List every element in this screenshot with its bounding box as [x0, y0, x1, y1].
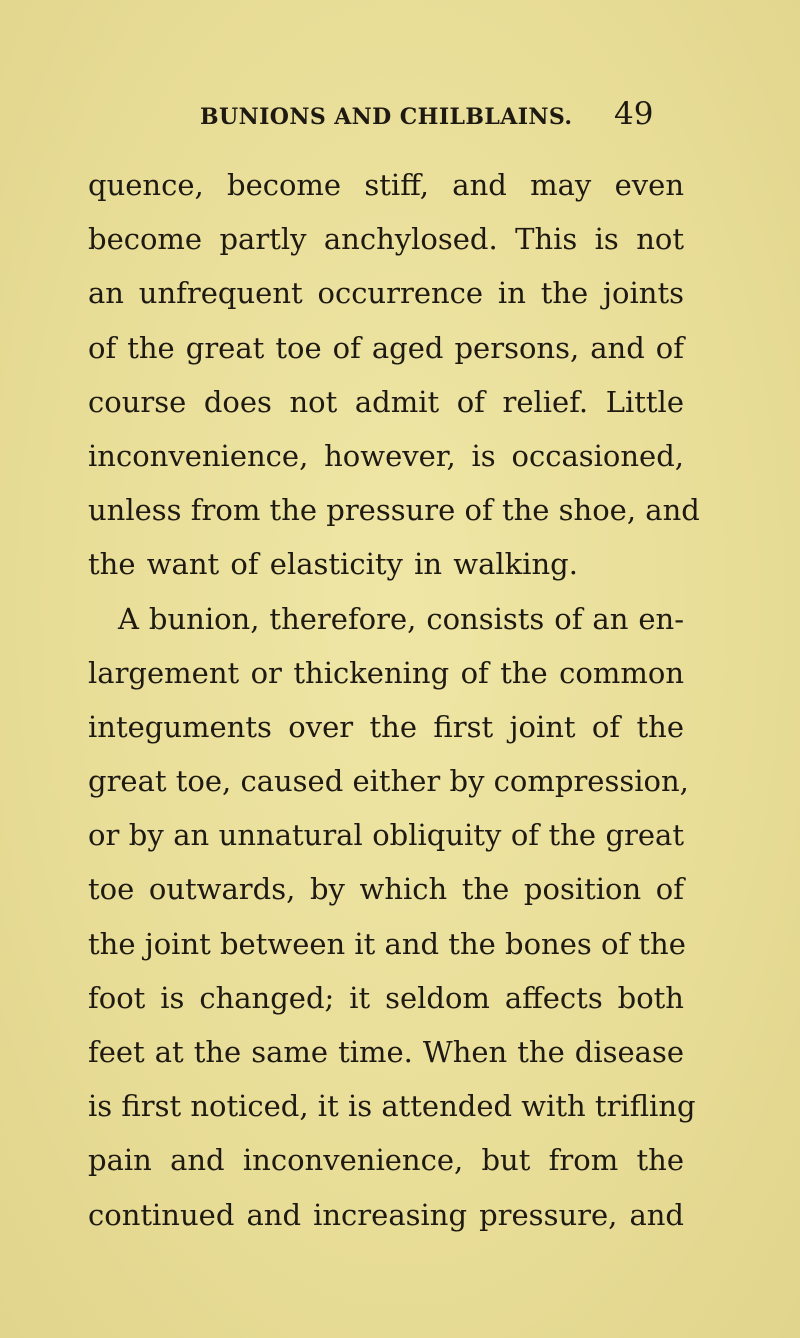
text-line: toe outwards, by which the position of [88, 872, 684, 907]
text-line: largement or thickening of the common [88, 655, 684, 690]
text-line: pain and inconvenience, but from the [88, 1143, 684, 1178]
text-line: an unfrequent occurrence in the joints [88, 276, 684, 311]
running-title: BUNIONS AND CHILBLAINS. [200, 104, 573, 130]
text-line: great toe, caused either by compression, [88, 764, 689, 799]
body-text [88, 158, 700, 1242]
text-line: is first noticed, it is attended with trifling [88, 1089, 696, 1124]
page-number: 49 [614, 96, 654, 132]
text-line: or by an unnatural obliquity of the great [88, 818, 684, 853]
text-line: become partly anchylosed. This is not [88, 222, 684, 257]
text-line: foot is changed; it seldom affects both [88, 980, 684, 1015]
text-line: the joint between it and the bones of the [88, 926, 686, 961]
text-line: integuments over the first joint of the [88, 709, 684, 744]
text-line: continued and increasing pressure, and [88, 1197, 684, 1232]
text-line: quence, become stiff, and may even [88, 168, 684, 202]
paragraph-first-line: A bunion, therefore, consists of an en- [118, 601, 684, 636]
text-line: the want of elasticity in walking. [88, 547, 578, 582]
running-head [0, 86, 800, 130]
text-line: inconvenience, however, is occasioned, [88, 438, 684, 473]
text-line: unless from the pressure of the shoe, and [88, 493, 700, 528]
text-line: of the great toe of aged persons, and of [88, 330, 684, 365]
text-line: feet at the same time. When the disease [88, 1035, 684, 1069]
text-line: course does not admit of relief. Little [88, 384, 684, 419]
